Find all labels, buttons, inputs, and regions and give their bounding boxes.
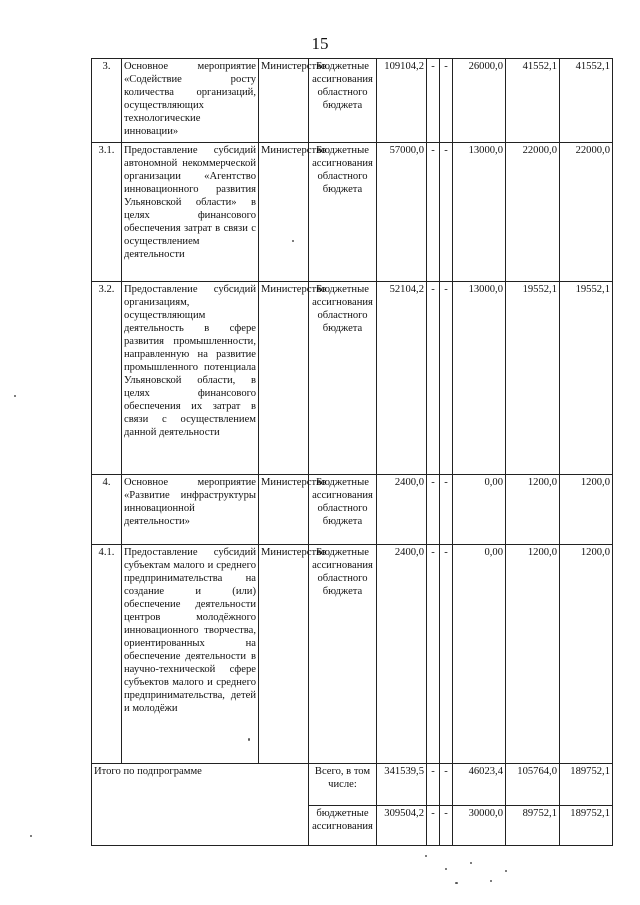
year-2-amount: - — [440, 59, 453, 143]
scan-speck — [292, 240, 294, 242]
scan-speck — [248, 738, 250, 741]
year-5-amount: 22000,0 — [560, 143, 613, 282]
year-4-amount: 41552,1 — [506, 59, 560, 143]
year-1-amount: - — [427, 764, 440, 806]
total-amount: 309504,2 — [377, 806, 427, 846]
funding-source: Бюджетные ассигнования областного бюджета — [309, 475, 377, 545]
year-5-amount: 189752,1 — [560, 806, 613, 846]
year-5-amount: 41552,1 — [560, 59, 613, 143]
year-2-amount: - — [440, 143, 453, 282]
executor: Министерство — [259, 282, 309, 475]
year-3-amount: 30000,0 — [453, 806, 506, 846]
budget-table — [91, 58, 613, 846]
year-3-amount: 26000,0 — [453, 59, 506, 143]
year-3-amount: 0,00 — [453, 475, 506, 545]
year-3-amount: 0,00 — [453, 545, 506, 764]
table-row — [92, 282, 613, 475]
funding-source: Всего, в том числе: — [309, 764, 377, 806]
year-4-amount: 1200,0 — [506, 475, 560, 545]
year-3-amount: 13000,0 — [453, 143, 506, 282]
total-amount: 109104,2 — [377, 59, 427, 143]
row-number: 4. — [92, 475, 122, 545]
row-number: 3.2. — [92, 282, 122, 475]
year-2-amount: - — [440, 806, 453, 846]
year-4-amount: 22000,0 — [506, 143, 560, 282]
total-amount: 2400,0 — [377, 545, 427, 764]
funding-source: бюджетные ассигнования — [309, 806, 377, 846]
year-1-amount: - — [427, 59, 440, 143]
year-1-amount: - — [427, 806, 440, 846]
totals-label: Итого по подпрограмме — [92, 764, 309, 846]
year-2-amount: - — [440, 764, 453, 806]
activity-description: Предоставление субсидий субъектам малого и среднего предпринимательства на создание и (или) обеспечение деятельности центров молодёжного инновационного творчества, ориентированных на обеспечение деятельности в научно-технической сфере субъектов малого и среднего предпринимательства, детей и молодёжи — [122, 545, 259, 764]
table-row — [92, 545, 613, 764]
scan-speck — [425, 855, 427, 857]
year-1-amount: - — [427, 475, 440, 545]
year-2-amount: - — [440, 475, 453, 545]
activity-description: Предоставление субсидий автономной некоммерческой организации «Агентство инновационного развития Ульяновской области» в целях финансового обеспечения затрат в связи с осуществлением деятельности — [122, 143, 259, 282]
scan-speck — [30, 835, 32, 837]
activity-description: Основное мероприятие «Развитие инфраструктуры инновационной деятельности» — [122, 475, 259, 545]
activity-description: Основное мероприятие «Содействие росту количества организаций, осуществляющих технологические инновации» — [122, 59, 259, 143]
year-4-amount: 19552,1 — [506, 282, 560, 475]
year-1-amount: - — [427, 143, 440, 282]
year-5-amount: 19552,1 — [560, 282, 613, 475]
total-amount: 2400,0 — [377, 475, 427, 545]
table-row — [92, 475, 613, 545]
executor: Министерство — [259, 545, 309, 764]
year-1-amount: - — [427, 282, 440, 475]
year-5-amount: 1200,0 — [560, 475, 613, 545]
year-4-amount: 1200,0 — [506, 545, 560, 764]
row-number: 4.1. — [92, 545, 122, 764]
scan-speck — [505, 870, 507, 872]
table-row — [92, 143, 613, 282]
year-2-amount: - — [440, 545, 453, 764]
row-number: 3. — [92, 59, 122, 143]
total-amount: 52104,2 — [377, 282, 427, 475]
total-amount: 57000,0 — [377, 143, 427, 282]
scan-speck — [470, 862, 472, 864]
funding-source: Бюджетные ассигнования областного бюджета — [309, 143, 377, 282]
year-4-amount: 105764,0 — [506, 764, 560, 806]
year-3-amount: 46023,4 — [453, 764, 506, 806]
funding-source: Бюджетные ассигнования областного бюджета — [309, 282, 377, 475]
table-row — [92, 59, 613, 143]
funding-source: Бюджетные ассигнования областного бюджета — [309, 59, 377, 143]
year-1-amount: - — [427, 545, 440, 764]
scan-speck — [490, 880, 492, 882]
year-4-amount: 89752,1 — [506, 806, 560, 846]
total-amount: 341539,5 — [377, 764, 427, 806]
year-2-amount: - — [440, 282, 453, 475]
year-5-amount: 189752,1 — [560, 764, 613, 806]
year-5-amount: 1200,0 — [560, 545, 613, 764]
funding-source: Бюджетные ассигнования областного бюджета — [309, 545, 377, 764]
scan-speck — [455, 882, 458, 884]
scan-speck — [14, 395, 16, 397]
row-number: 3.1. — [92, 143, 122, 282]
scan-speck — [445, 868, 447, 870]
activity-description: Предоставление субсидий организациям, осуществляющим деятельность в сфере развития промышленности, направленную на развитие промышленного потенциала Ульяновской области, в целях финансового обеспечения их затрат в связи с осуществлением данной деятельности — [122, 282, 259, 475]
executor: Министерство — [259, 143, 309, 282]
page-number: 15 — [311, 34, 329, 53]
executor: Министерство — [259, 59, 309, 143]
executor: Министерство — [259, 475, 309, 545]
totals-row — [92, 764, 613, 806]
year-3-amount: 13000,0 — [453, 282, 506, 475]
